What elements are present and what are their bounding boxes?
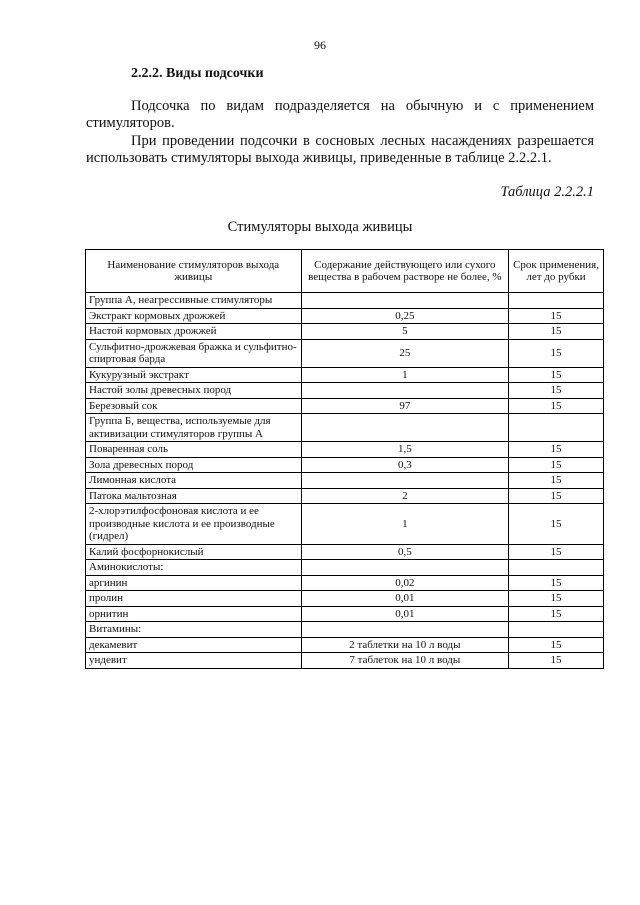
- cell-name: Сульфитно-дрожжевая бражка и сульфитно-спиртовая барда: [86, 339, 302, 367]
- cell-content: 0,25: [301, 308, 509, 324]
- section-heading: 2.2.2. Виды подсочки: [131, 66, 264, 81]
- cell-content: [301, 473, 509, 489]
- table-row: [86, 473, 604, 489]
- cell-content: [301, 622, 509, 638]
- cell-content: [301, 383, 509, 399]
- cell-content: 2 таблетки на 10 л воды: [301, 637, 509, 653]
- cell-name: Витамины:: [86, 622, 302, 638]
- cell-name: Березовый сок: [86, 398, 302, 414]
- paragraph-1: [86, 98, 594, 132]
- cell-name: Группа Б, вещества, используемые для активизации стимуляторов группы А: [86, 414, 302, 442]
- cell-name: Калий фосфорнокислый: [86, 544, 302, 560]
- cell-term: 15: [509, 457, 604, 473]
- table-row: [86, 398, 604, 414]
- table-row: [86, 560, 604, 576]
- cell-name: Поваренная соль: [86, 442, 302, 458]
- table-header-row: [86, 250, 604, 293]
- cell-content: [301, 560, 509, 576]
- cell-term: 15: [509, 442, 604, 458]
- cell-name: орнитин: [86, 606, 302, 622]
- cell-content: 0,01: [301, 606, 509, 622]
- cell-name: Патока мальтозная: [86, 488, 302, 504]
- header-name: Наименование стимуляторов выхода живицы: [86, 250, 302, 293]
- cell-name: 2-хлорэтилфосфоновая кислота и ее производные кислота и ее производные (гидрел): [86, 504, 302, 545]
- cell-content: 1: [301, 504, 509, 545]
- cell-term: 15: [509, 473, 604, 489]
- cell-term: 15: [509, 544, 604, 560]
- table-row: [86, 324, 604, 340]
- cell-term: [509, 293, 604, 309]
- cell-name: Зола древесных пород: [86, 457, 302, 473]
- table-row: [86, 637, 604, 653]
- cell-term: [509, 414, 604, 442]
- header-term: Срок применения, лет до рубки: [509, 250, 604, 293]
- cell-term: 15: [509, 324, 604, 340]
- table-row: [86, 591, 604, 607]
- cell-term: [509, 622, 604, 638]
- stimulators-table: [85, 249, 604, 669]
- header-content: Содержание действующего или сухого вещества в рабочем растворе не более, %: [301, 250, 509, 293]
- paragraph-1-text: Подсочка по видам подразделяется на обычную и с применением стимуляторов.: [86, 98, 594, 131]
- table-row: [86, 414, 604, 442]
- cell-content: 7 таблеток на 10 л воды: [301, 653, 509, 669]
- cell-term: 15: [509, 504, 604, 545]
- paragraph-2: [86, 133, 594, 167]
- table-row: [86, 308, 604, 324]
- cell-term: 15: [509, 488, 604, 504]
- table-row: [86, 504, 604, 545]
- cell-content: [301, 293, 509, 309]
- cell-content: 2: [301, 488, 509, 504]
- cell-name: Настой золы древесных пород: [86, 383, 302, 399]
- table-row: [86, 442, 604, 458]
- cell-term: 15: [509, 606, 604, 622]
- cell-term: 15: [509, 308, 604, 324]
- cell-term: 15: [509, 398, 604, 414]
- table-title: Стимуляторы выхода живицы: [227, 219, 413, 235]
- cell-content: [301, 414, 509, 442]
- table-caption: Таблица 2.2.2.1: [500, 184, 594, 200]
- cell-term: 15: [509, 653, 604, 669]
- table-row: [86, 383, 604, 399]
- table-body: [86, 293, 604, 669]
- cell-content: 0,01: [301, 591, 509, 607]
- table-row: [86, 488, 604, 504]
- cell-content: 5: [301, 324, 509, 340]
- cell-term: 15: [509, 591, 604, 607]
- cell-term: 15: [509, 575, 604, 591]
- table-row: [86, 653, 604, 669]
- table-row: [86, 622, 604, 638]
- table-row: [86, 339, 604, 367]
- cell-name: пролин: [86, 591, 302, 607]
- cell-content: 97: [301, 398, 509, 414]
- cell-name: ундевит: [86, 653, 302, 669]
- cell-name: аргинин: [86, 575, 302, 591]
- cell-name: декамевит: [86, 637, 302, 653]
- cell-content: 1: [301, 367, 509, 383]
- paragraph-2-text: При проведении подсочки в сосновых лесных насаждениях разрешается использовать стимуляторы выхода живицы, приведенные в таблице 2.2.2.1.: [86, 133, 594, 166]
- page-number: 96: [314, 38, 326, 52]
- cell-content: 25: [301, 339, 509, 367]
- cell-content: 0,3: [301, 457, 509, 473]
- cell-name: Настой кормовых дрожжей: [86, 324, 302, 340]
- cell-content: 0,02: [301, 575, 509, 591]
- cell-content: 0,5: [301, 544, 509, 560]
- cell-term: 15: [509, 339, 604, 367]
- table-row: [86, 575, 604, 591]
- cell-term: [509, 560, 604, 576]
- cell-term: 15: [509, 637, 604, 653]
- table-row: [86, 457, 604, 473]
- table-row: [86, 293, 604, 309]
- cell-name: Аминокислоты:: [86, 560, 302, 576]
- cell-name: Кукурузный экстракт: [86, 367, 302, 383]
- cell-name: Группа А, неагрессивные стимуляторы: [86, 293, 302, 309]
- cell-term: 15: [509, 367, 604, 383]
- cell-content: 1,5: [301, 442, 509, 458]
- table-row: [86, 606, 604, 622]
- cell-name: Экстракт кормовых дрожжей: [86, 308, 302, 324]
- table-row: [86, 367, 604, 383]
- cell-name: Лимонная кислота: [86, 473, 302, 489]
- table-row: [86, 544, 604, 560]
- cell-term: 15: [509, 383, 604, 399]
